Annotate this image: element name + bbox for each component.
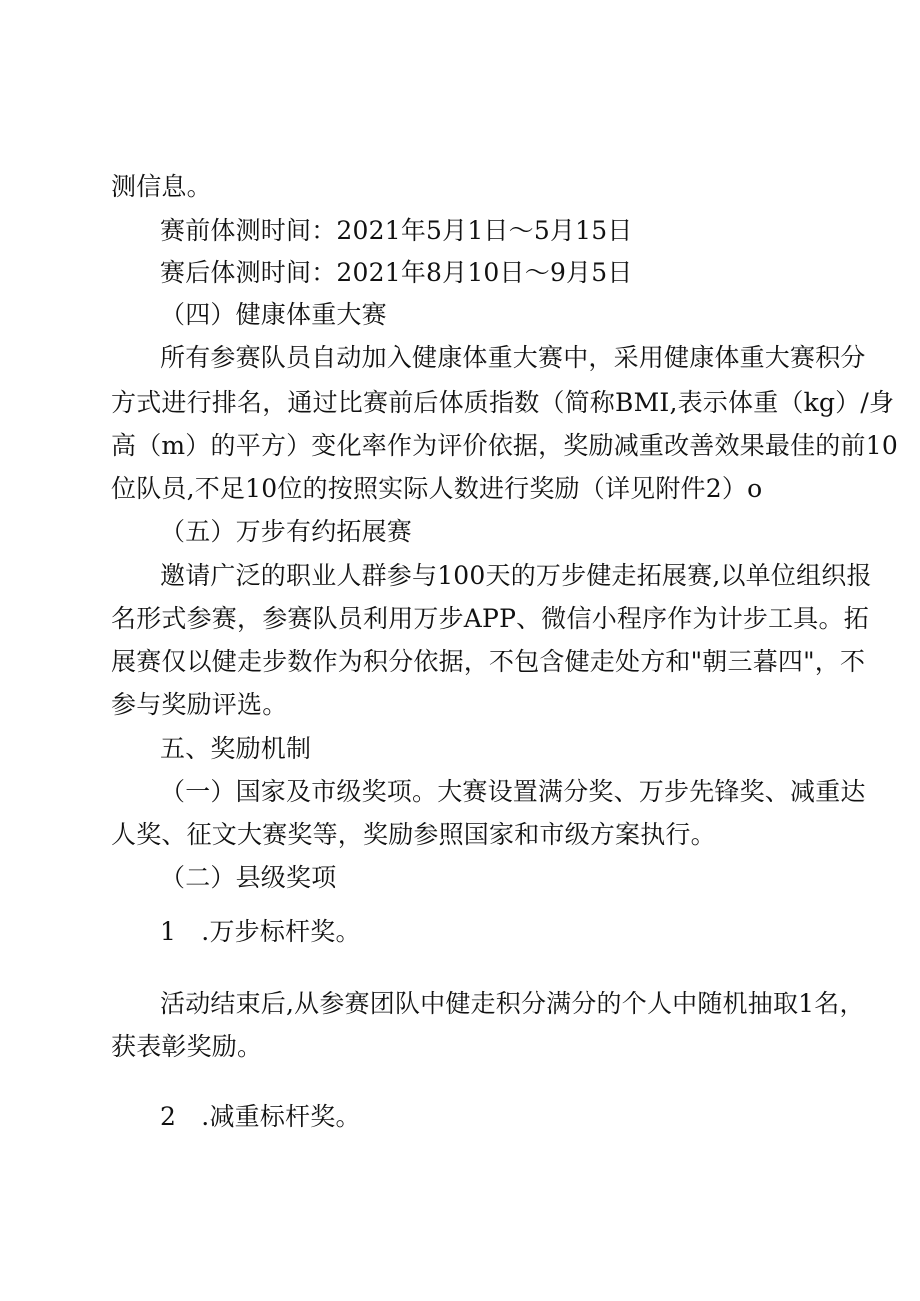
text-line: 赛后体测时间：2021年8月10日〜9月5日 [160,258,633,287]
text-line: 活动结束后,从参赛团队中健走积分满分的个人中随机抽取1名， [160,989,865,1018]
section-heading: （二）县级奖项 [160,863,337,892]
text-line: 人奖、征文大赛奖等，奖励参照国家和市级方案执行。 [111,820,716,849]
section-heading: （四）健康体重大赛 [160,300,387,329]
text-line: 参与奖励评选。 [111,690,288,719]
text-line: 获表彰奖励。 [111,1032,263,1061]
text-line: 高（m）的平方）变化率作为评价依据，奖励减重改善效果最佳的前10 [111,431,898,460]
text-line: 名形式参赛，参赛队员利用万步APP、微信小程序作为计步工具。拓 [111,604,869,633]
text-line: 方式进行排名，通过比赛前后体质指数（简称BMI,表示体重（kg）/身 [111,388,895,417]
text-line: 测信息。 [111,172,212,201]
section-heading: 五、奖励机制 [160,734,312,763]
text-line: 所有参赛队员自动加入健康体重大赛中，采用健康体重大赛积分 [160,343,866,372]
text-line: 位队员,不足10位的按照实际人数进行奖励（详见附件2）o [111,474,763,503]
text-line: 邀请广泛的职业人群参与100天的万步健走拓展赛,以单位组织报 [160,561,872,590]
text-line: 展赛仅以健走步数作为积分依据，不包含健走处方和"朝三暮四"，不 [111,647,866,676]
text-line: 赛前体测时间：2021年5月1日〜5月15日 [160,216,633,245]
section-heading: （五）万步有约拓展赛 [160,517,413,546]
text-line: （一）国家及市级奖项。大赛设置满分奖、万步先锋奖、减重达 [160,777,866,806]
list-item: 1 .万步标杆奖。 [160,917,361,946]
list-item: 2 .减重标杆奖。 [160,1102,361,1131]
